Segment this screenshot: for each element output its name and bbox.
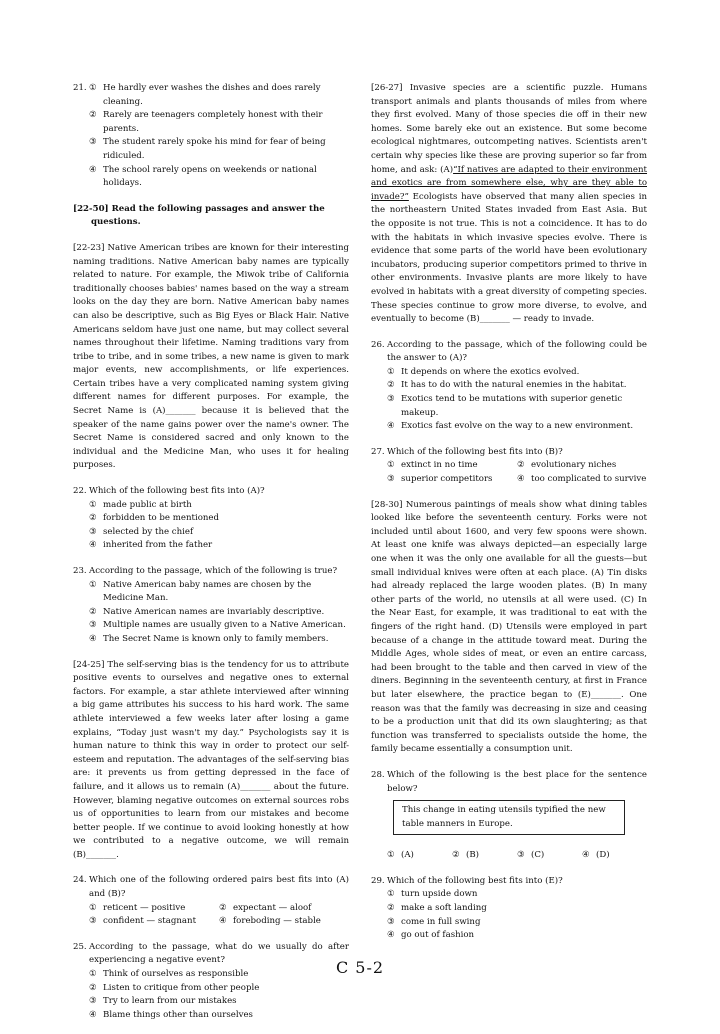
passage-text-after: Ecologists have observed that many alien species in the northeastern United States invaded from East Asia. But the opposite is not true. This is not a coincidence. It has to do with the habitats in which invasive species evolve. There is evidence that some parts of the world have been evolutionary incubators, producing superior competitors primed to thrive in other environments. Invasive plants are more likely to have evolved in habitats with a great diversity of competing species. These species continue to grow more diverse, to evolve, and eventually to become (B)_______ — ready to invade. [371,191,647,325]
option-text: He hardly ever washes the dishes and does rarely cleaning. [103,83,321,107]
passage-text-before: [26-27] Invasive species are a scientific puzzle. Humans transport animals and plants thousands of miles from where they first evolved. Many of those species die off in their new homes. Some barely eke out an existence. But some become ecological nightmares, outcompeting natives. Scientists aren't certain why species like these are proving superior so far from home, and ask: (A) [371,83,647,175]
option-4[interactable] [582,849,647,863]
option-2[interactable] [89,512,349,526]
option-text: evolutionary niches [531,460,617,471]
option-marker: ① [387,850,395,861]
option-marker: ③ [89,996,97,1007]
option-2[interactable] [219,902,349,916]
option-marker: ③ [387,394,395,405]
option-list [371,366,647,434]
question-25 [73,941,349,1023]
option-text: reticent — positive [103,902,186,913]
question-24 [73,874,349,928]
passage-22-23: [22-23] Native American tribes are known for their interesting naming traditions. Native American baby names are typically related to nature. For example, the Miwok tribe of California traditionally chooses babies' names based on the way a stream looks on the day they are born. Native American baby names can also be descriptive, such as Big Eyes or Black Hair. Native Americans seldom have just one name, but may collect several names throughout their lifetime. Naming traditions vary from tribe to tribe, and in some tribes, a new name is given to mark major events, new accomplishments, or life experiences. Certain tribes have a very complicated naming system giving different names for different purposes. For example, the Secret Name is (A)_______ because it is believed that the speaker of the name gains power over the name's owner. The Secret Name is considered sacred and only known to the individual and the Medicine Man, who uses it for healing purposes. [73,242,349,471]
option-marker: ③ [89,916,97,927]
question-number: 24. [73,875,87,886]
option-marker: ② [517,460,525,471]
option-4[interactable] [387,929,647,943]
question-stem: Which of the following best fits into (E)? [387,875,563,886]
option-list [371,888,647,942]
option-list [73,499,349,553]
option-text: Multiple names are usually given to a Native American. [103,620,346,631]
option-marker: ③ [517,850,525,861]
option-3[interactable] [387,473,517,487]
option-grid [371,849,647,863]
option-text: selected by the chief [103,526,194,537]
option-4[interactable] [219,915,349,929]
underlined-question: “If natives are adapted to their environment and exotics are from somewhere else, why are they able to invade?” [371,164,648,202]
option-marker: ① [89,579,97,590]
option-text: too complicated to survive [531,474,647,485]
question-number: 21. [73,83,87,93]
option-text: make a soft landing [401,903,487,914]
question-stem: Which of the following is the best place for the sentence below? [387,769,647,794]
option-marker: ③ [387,474,395,485]
option-marker: ④ [387,421,395,432]
option-4[interactable] [387,420,647,434]
option-2[interactable] [89,109,349,136]
option-2[interactable] [387,379,647,393]
right-column [371,82,647,955]
option-4[interactable] [89,633,349,647]
question-number: 27. [371,446,385,457]
option-marker: ④ [89,1009,97,1020]
option-marker: ① [89,969,97,980]
option-2[interactable] [89,982,349,996]
option-3[interactable] [89,136,349,163]
option-3[interactable] [387,916,647,930]
question-stem: According to the passage, which of the following is true? [89,566,338,576]
option-1[interactable] [89,579,349,606]
option-text: (D) [596,850,610,861]
question-29 [371,875,647,943]
option-marker: ① [387,889,395,900]
option-1[interactable] [89,499,349,513]
option-text: Think of ourselves as responsible [103,969,249,980]
passage-24-25: [24-25] The self-serving bias is the tendency for us to attribute positive events to ourselves and negative ones to external factors. For example, a star athlete interviewed after winning a big game attributes his success to his hard work. The same athlete interviewed a few weeks later after losing a game explains, “Today just wasn't my day.” Psychologists say it is human nature to think this way in order to protect our self-esteem and reputation. The advantages of the self-serving bias are: it prevents us from getting depressed in the face of failure, and it allows us to remain (A)_______ about the future. However, blaming negative outcomes on external sources robs us of opportunities to learn from our mistakes and become better people. If we continue to avoid looking honestly at how we contributed to a negative outcome, we will remain (B)_______. [73,659,349,860]
option-marker: ② [89,982,97,993]
option-grid [371,459,647,486]
question-number: 29. [371,875,385,886]
option-text: Native American names are invariably descriptive. [103,606,325,617]
option-text: go out of fashion [401,930,475,941]
question-number: 22. [73,486,87,497]
option-text: foreboding — stable [233,916,321,927]
option-1[interactable] [387,849,452,863]
option-marker: ② [89,513,97,524]
question-stem: According to the passage, what do we usually do after experiencing a negative event? [89,941,349,966]
option-text: expectant — aloof [233,902,312,913]
option-text: (B) [466,850,480,861]
option-1[interactable] [387,459,517,473]
option-text: (C) [531,850,545,861]
option-3[interactable] [89,619,349,633]
option-text: (A) [401,850,414,861]
question-number: 28. [371,769,385,780]
option-text: Exotics fast evolve on the way to a new environment. [401,421,634,432]
option-1[interactable] [387,888,647,902]
option-2[interactable] [89,606,349,620]
question-23 [73,565,349,647]
option-marker: ④ [582,850,590,861]
option-text: inherited from the father [103,540,213,551]
option-marker: ① [89,499,97,510]
left-column [73,82,349,1034]
question-number: 26. [371,339,385,350]
option-text: superior competitors [401,474,493,485]
option-3[interactable] [89,526,349,540]
option-marker: ① [89,902,97,913]
option-marker: ④ [89,164,97,175]
option-list [73,579,349,647]
option-text: Rarely are teenagers completely honest with their parents. [103,110,323,134]
option-3[interactable] [517,849,582,863]
option-3[interactable] [89,995,349,1009]
option-marker: ① [387,460,395,471]
option-marker: ② [387,380,395,391]
question-28 [371,769,647,863]
question-27 [371,446,647,487]
option-marker: ④ [219,916,227,927]
option-marker: ③ [89,526,97,537]
option-1[interactable] [387,366,647,380]
question-26 [371,339,647,434]
option-text: The Secret Name is known only to family members. [103,633,329,644]
option-4[interactable] [517,473,647,487]
question-stem: Which of the following best fits into (B)? [387,446,563,457]
option-marker: ③ [89,620,97,631]
option-4[interactable] [89,539,349,553]
option-marker: ④ [387,930,395,941]
inserted-sentence-box: This change in eating utensils typified the new table manners in Europe. [393,800,625,835]
option-marker: ④ [517,474,525,485]
option-marker: ① [387,366,395,377]
option-marker: ③ [387,916,395,927]
option-marker: ② [89,606,97,617]
option-list [89,82,349,191]
directions-line-1: [22-50] Read the following passages and answer the [73,203,325,214]
passage-26-27 [371,82,647,327]
option-marker: ④ [89,633,97,644]
option-text: forbidden to be mentioned [103,513,220,524]
option-2[interactable] [387,902,647,916]
option-marker: ② [387,903,395,914]
option-2[interactable] [452,849,517,863]
option-4[interactable] [89,164,349,191]
question-stem: Which one of the following ordered pairs best fits into (A) and (B)? [89,875,349,900]
page-footer: C 5-2 [335,958,385,977]
option-text: The student rarely spoke his mind for fear of being ridiculed. [103,137,326,161]
question-stem: Which of the following best fits into (A)? [89,486,265,497]
question-22 [73,485,349,553]
question-stem: According to the passage, which of the following could be the answer to (A)? [387,339,647,364]
section-directions [73,203,349,230]
option-text: Blame things other than ourselves [103,1009,253,1020]
question-number: 25. [73,941,87,952]
question-number: 23. [73,566,87,576]
option-text: made public at birth [103,499,192,510]
option-text: come in full swing [401,916,481,927]
option-4[interactable] [89,1009,349,1023]
directions-line-2: questions. [91,217,141,228]
option-text: Try to learn from our mistakes [103,996,237,1007]
passage-28-30: [28-30] Numerous paintings of meals show what dining tables looked like before the seventeenth century. Forks were not included until about 1600, and very few spoons were shown. At least one knife was always depicted—an especially large one when it was the only one available for all the guests—but small individual knives were often at each place. (A) Tin disks had already replaced the large wooden plates. (B) In many other parts of the world, no utensils at all were used. (C) In the Near East, for example, it was traditional to eat with the fingers of the right hand. (D) Utensils were employed in part because of a change in the attitude toward meat. During the Middle Ages, whole sides of meat, or even an entire carcass, had been brought to the table and then carved in view of the diners. Beginning in the seventeenth century, at first in France but later elsewhere, the practice began to (E)_______. One reason was that the family was decreasing in size and ceasing to be a production unit that did its own slaughtering; as that function was transferred to specialists outside the home, the family became essentially a consumption unit. [371,499,647,755]
option-text: It has to do with the natural enemies in the habitat. [401,380,627,391]
option-text: Exotics tend to be mutations with superior genetic makeup. [401,394,623,418]
option-text: confident — stagnant [103,916,197,927]
option-text: Native American baby names are chosen by the Medicine Man. [103,579,312,604]
option-grid [73,902,349,929]
option-text: turn upside down [401,889,478,900]
option-text: extinct in no time [401,460,478,471]
option-3[interactable] [89,915,219,929]
option-1[interactable] [89,82,349,109]
option-text: It depends on where the exotics evolved. [401,366,580,377]
option-marker: ② [452,850,460,861]
option-marker: ③ [89,137,97,148]
option-marker: ② [219,902,227,913]
option-text: Listen to critique from other people [103,982,260,993]
option-text: The school rarely opens on weekends or national holidays. [103,164,317,189]
option-marker: ② [89,110,97,121]
option-3[interactable] [387,393,647,420]
option-2[interactable] [517,459,647,473]
option-marker: ④ [89,540,97,551]
option-1[interactable] [89,902,219,916]
option-marker: ① [89,83,97,93]
question-21 [73,82,349,191]
